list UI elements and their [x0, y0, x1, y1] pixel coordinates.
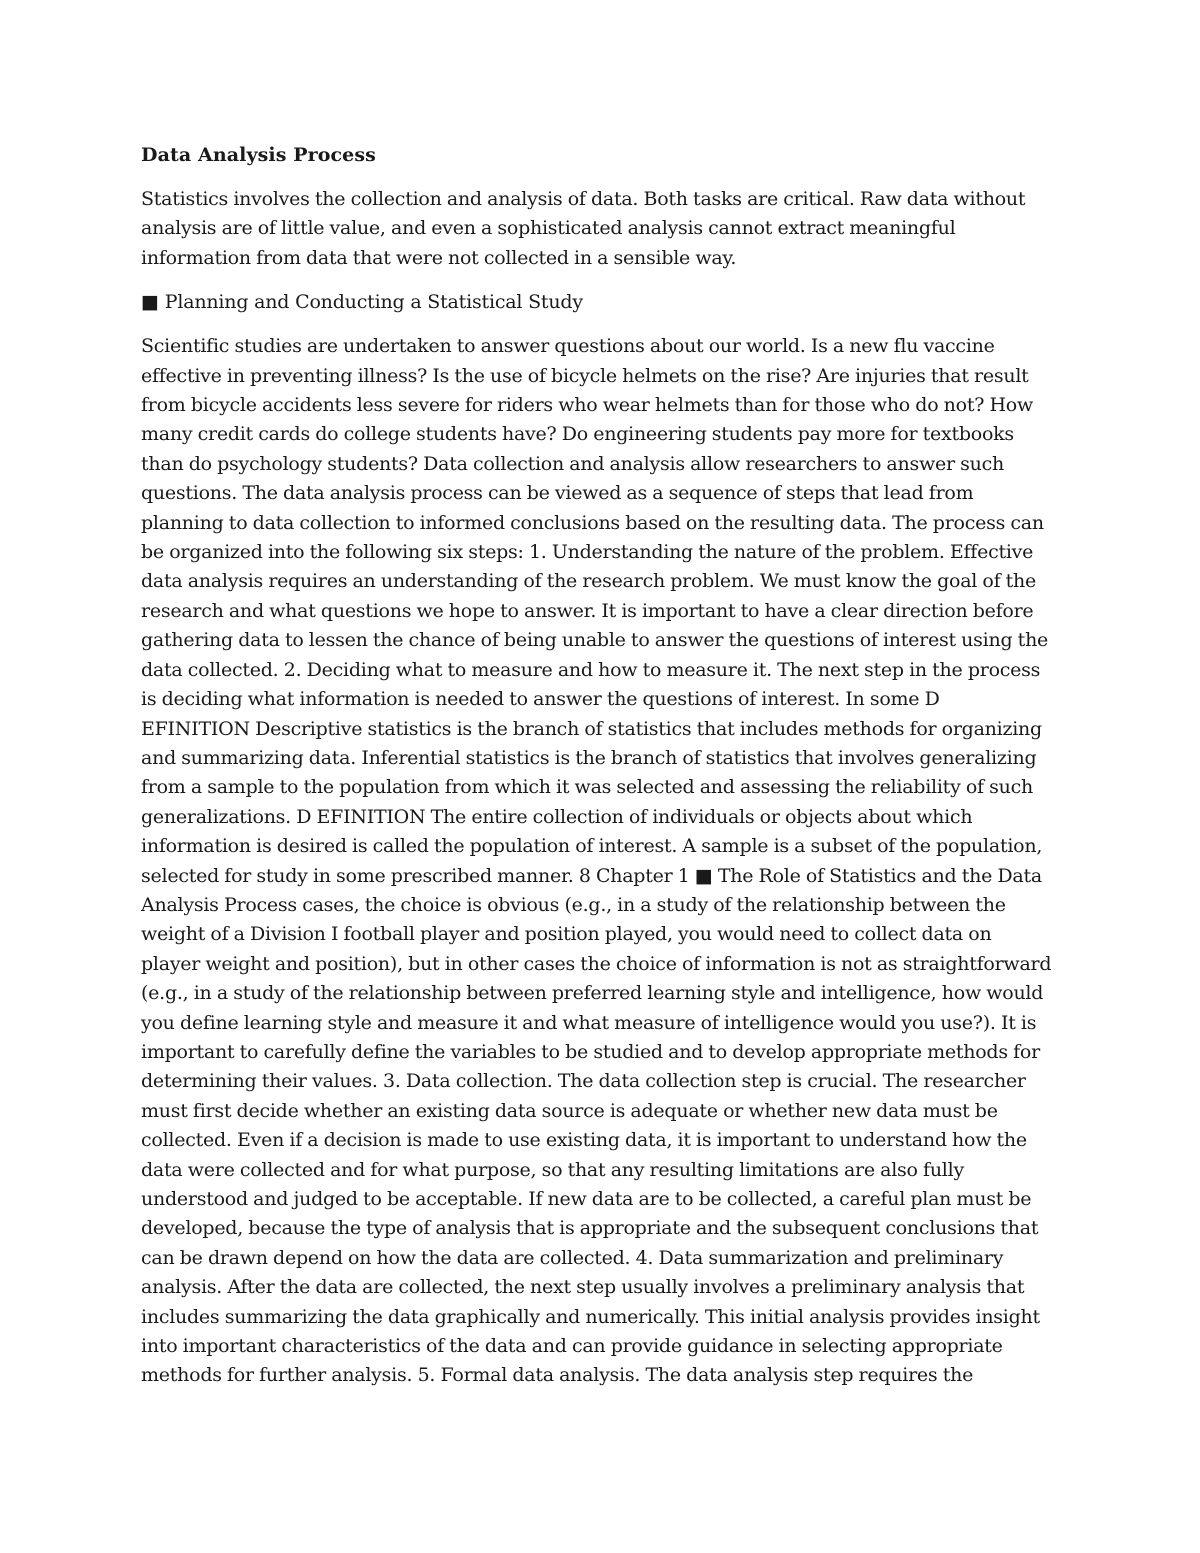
intro-line: information from data that were not collected in a sensible way. — [141, 246, 737, 269]
body-line: data collected. 2. Deciding what to measure and how to measure it. The next step in the process — [141, 658, 1041, 681]
body-line: EFINITION Descriptive statistics is the branch of statistics that includes methods for organizing — [141, 717, 1042, 740]
body-line: Analysis Process cases, the choice is obvious (e.g., in a study of the relationship between the — [141, 893, 1006, 916]
body-line: data were collected and for what purpose, so that any resulting limitations are also fully — [141, 1158, 964, 1181]
document-title: Data Analysis Process — [141, 144, 376, 166]
section-heading — [141, 288, 1060, 317]
body-line: determining their values. 3. Data collection. The data collection step is crucial. The researcher — [141, 1070, 1026, 1093]
body-line: many credit cards do college students have? Do engineering students pay more for textbooks — [141, 423, 1014, 446]
body-line: information is desired is called the population of interest. A sample is a subset of the population, — [141, 835, 1043, 858]
body-line: important to carefully define the variables to be studied and to develop appropriate methods for — [141, 1040, 1040, 1063]
intro-paragraph — [141, 185, 1060, 273]
body-line: questions. The data analysis process can be viewed as a sequence of steps that lead from — [141, 482, 974, 505]
body-line: can be drawn depend on how the data are collected. 4. Data summarization and preliminary — [141, 1246, 1004, 1269]
body-line: developed, because the type of analysis that is appropriate and the subsequent conclusions that — [141, 1217, 1039, 1240]
body-line: (e.g., in a study of the relationship between preferred learning style and intelligence, how would — [141, 982, 1044, 1005]
intro-line: Statistics involves the collection and analysis of data. Both tasks are critical. Raw data without — [141, 188, 1026, 210]
square-bullet-icon: ■ — [141, 291, 159, 314]
body-line: must first decide whether an existing data source is adequate or whether new data must be — [141, 1099, 998, 1122]
body-paragraph — [141, 332, 1060, 1391]
body-line: generalizations. D EFINITION The entire collection of individuals or objects about which — [141, 805, 973, 828]
body-line: analysis. After the data are collected, the next step usually involves a preliminary analysis that — [141, 1276, 1025, 1299]
body-line: research and what questions we hope to answer. It is important to have a clear direction before — [141, 599, 1034, 622]
body-line: weight of a Division I football player and position played, you would need to collect data on — [141, 923, 992, 946]
body-line: is deciding what information is needed to answer the questions of interest. In some D — [141, 688, 940, 711]
intro-line: analysis are of little value, and even a sophisticated analysis cannot extract meaningful — [141, 217, 956, 240]
body-line: includes summarizing the data graphically and numerically. This initial analysis provides insight — [141, 1305, 1040, 1328]
body-line: from a sample to the population from which it was selected and assessing the reliability of such — [141, 776, 1033, 799]
body-line: than do psychology students? Data collection and analysis allow researchers to answer such — [141, 452, 1004, 475]
body-line: effective in preventing illness? Is the use of bicycle helmets on the rise? Are injuries that result — [141, 364, 1029, 387]
body-line: from bicycle accidents less severe for riders who wear helmets than for those who do not? How — [141, 394, 1033, 417]
body-line: methods for further analysis. 5. Formal data analysis. The data analysis step requires the — [141, 1364, 974, 1387]
body-line: into important characteristics of the data and can provide guidance in selecting appropriate — [141, 1335, 1003, 1358]
body-line: be organized into the following six steps: 1. Understanding the nature of the problem. Effective — [141, 541, 1034, 564]
body-line: Scientific studies are undertaken to answer questions about our world. Is a new flu vaccine — [141, 335, 995, 358]
body-line: player weight and position), but in other cases the choice of information is not as straightforward — [141, 952, 1052, 975]
body-line: planning to data collection to informed conclusions based on the resulting data. The process can — [141, 511, 1044, 534]
body-line: understood and judged to be acceptable. If new data are to be collected, a careful plan must be — [141, 1188, 1032, 1210]
body-line: and summarizing data. Inferential statistics is the branch of statistics that involves generalizing — [141, 746, 1037, 769]
body-line: you define learning style and measure it and what measure of intelligence would you use?). It is — [141, 1011, 1037, 1034]
body-line: data analysis requires an understanding of the research problem. We must know the goal of the — [141, 570, 1037, 593]
body-line: collected. Even if a decision is made to use existing data, it is important to understand how the — [141, 1129, 1027, 1152]
body-line: gathering data to lessen the chance of being unable to answer the questions of interest using the — [141, 629, 1049, 652]
body-line: selected for study in some prescribed manner. 8 Chapter 1 ■ The Role of Statistics and the Data — [141, 864, 1042, 887]
section-heading-text: Planning and Conducting a Statistical Study — [164, 291, 583, 314]
